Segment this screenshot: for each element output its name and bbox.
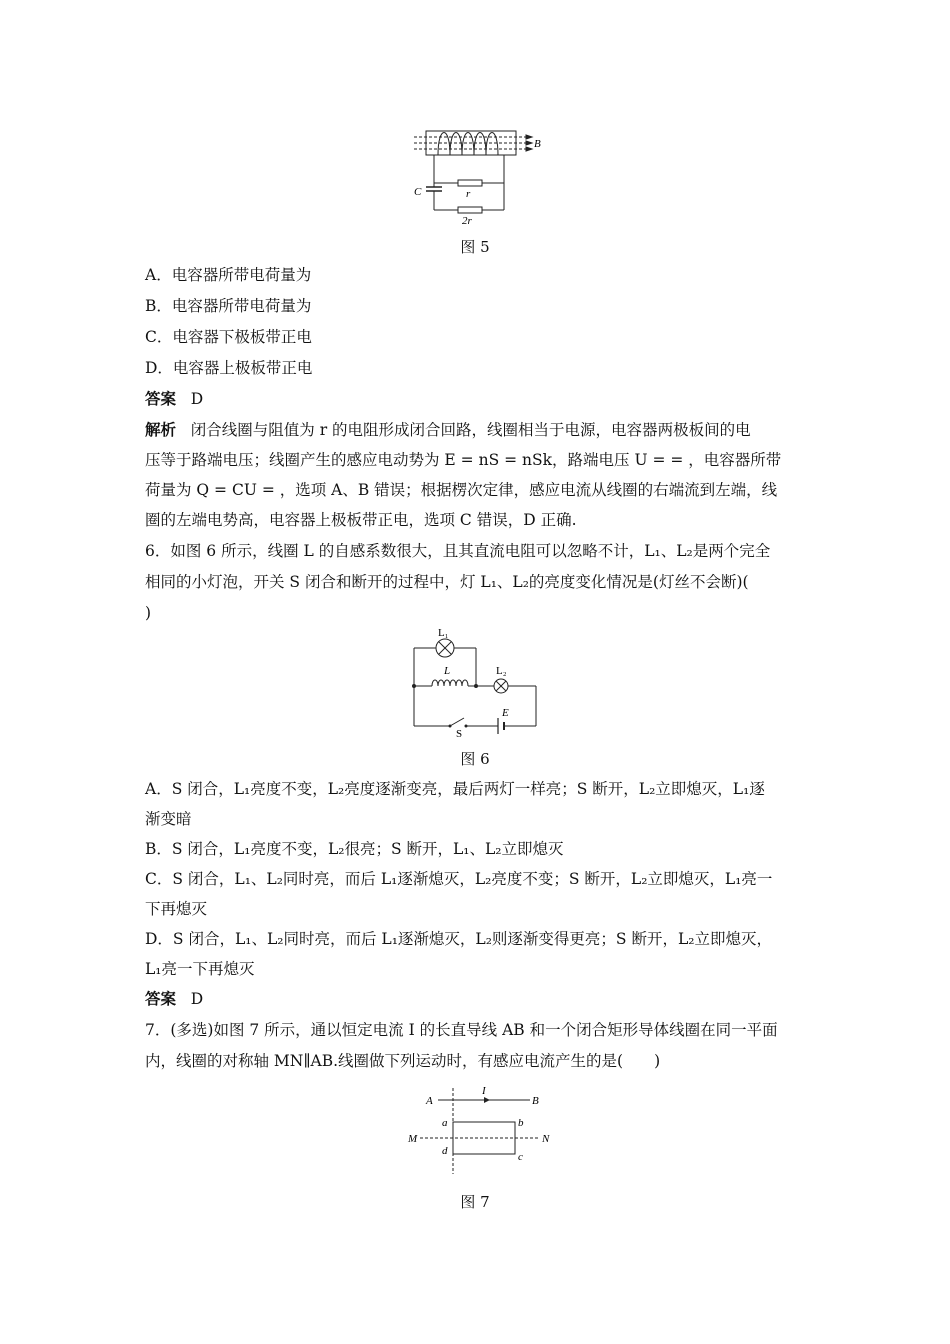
- figure-5-diagram: [408, 125, 548, 225]
- label-l2: L₂: [496, 665, 507, 677]
- answer-value: D: [190, 390, 204, 408]
- q6-stem-line-1: 6．如图 6 所示，线圈 L 的自感系数很大，且其直流电阻可以忽略不计，L₁、L₂是两个完全: [145, 542, 771, 560]
- label-l: L: [444, 665, 451, 677]
- battery-e: [498, 718, 504, 734]
- current-arrow: [484, 1097, 490, 1103]
- label-l1: L₁: [438, 627, 449, 639]
- label-b-upper: B: [532, 1095, 539, 1107]
- q5-analysis-line-4: 圈的左端电势高，电容器上极板带正电，选项 C 错误，D 正确.: [145, 511, 577, 529]
- label-i: I: [482, 1085, 486, 1097]
- label-a-upper: A: [426, 1095, 433, 1107]
- lamp-l1: [436, 639, 454, 657]
- resistor-2r: [458, 207, 482, 213]
- q7-stem-line-2: 内，线圈的对称轴 MN∥AB.线圈做下列运动时，有感应电流产生的是( ): [145, 1052, 661, 1070]
- label-e: E: [502, 707, 509, 719]
- label-r: r: [466, 188, 471, 200]
- q7-stem-line-1: 7．(多选)如图 7 所示，通以恒定电流 I 的长直导线 AB 和一个闭合矩形导体线圈在同一平面: [145, 1021, 778, 1039]
- q5-analysis-line-1: [145, 420, 810, 440]
- figure-7-caption: 图 7: [460, 1193, 490, 1211]
- figure-6-diagram: [404, 626, 544, 738]
- circuit-wires: [434, 155, 504, 210]
- q6-option-b: B．S 闭合，L₁亮度不变，L₂很亮；S 断开，L₁、L₂立即熄灭: [145, 840, 564, 858]
- label-n: N: [542, 1133, 550, 1145]
- answer-label: 答案: [145, 389, 177, 408]
- q6-answer: [145, 989, 810, 1009]
- label-2r: 2r: [462, 215, 472, 225]
- label-s: S: [456, 728, 463, 738]
- q5-option-b: B．电容器所带电荷量为: [145, 297, 312, 315]
- q6-option-a-line-2: 渐变暗: [145, 810, 192, 828]
- resistor-r: [458, 180, 482, 186]
- label-c: C: [414, 186, 422, 198]
- q6-stem-line-3: ): [145, 604, 152, 622]
- figure-7-diagram: [404, 1082, 554, 1178]
- q5-option-c: C．电容器下极板带正电: [145, 328, 312, 346]
- label-b: b: [518, 1117, 524, 1129]
- q5-option-d: D．电容器上极板带正电: [145, 359, 313, 377]
- label-d: d: [442, 1145, 448, 1157]
- q6-option-a-line-1: A．S 闭合，L₁亮度不变，L₂亮度逐渐变亮，最后两灯一样亮；S 断开，L₂立即熄灭，L₁逐: [145, 780, 765, 798]
- switch-s: [450, 718, 464, 726]
- q6-option-d-line-2: L₁亮一下再熄灭: [145, 960, 255, 978]
- field-lines: [414, 137, 526, 149]
- q5-analysis-line-2: 压等于路端电压；线圈产生的感应电动势为 E = nS = nSk，路端电压 U = = ，电容器所带: [145, 451, 782, 469]
- q6-option-c-line-1: C．S 闭合，L₁、L₂同时亮，而后 L₁逐渐熄灭，L₂亮度不变；S 断开，L₂立即熄灭，L₁亮一: [145, 870, 773, 888]
- q6-option-d-line-1: D．S 闭合，L₁、L₂同时亮，而后 L₁逐渐熄灭，L₂则逐渐变得更亮；S 断开，L₂立即熄灭，: [145, 930, 772, 948]
- figure-6-caption: 图 6: [460, 750, 490, 768]
- q5-option-a: A．电容器所带电荷量为: [145, 266, 312, 284]
- label-m: M: [408, 1133, 418, 1145]
- label-a: a: [442, 1117, 448, 1129]
- inductor-l: [432, 680, 468, 686]
- figure-5-caption: 图 5: [460, 238, 490, 256]
- label-c: c: [518, 1151, 523, 1163]
- analysis-text: 闭合线圈与阻值为 r 的电阻形成闭合回路，线圈相当于电源，电容器两极板间的电: [190, 421, 751, 439]
- field-arrows: [526, 135, 532, 151]
- analysis-label: 解析: [145, 420, 177, 439]
- answer-value: D: [190, 990, 204, 1008]
- q6-stem-line-2: 相同的小灯泡，开关 S 闭合和断开的过程中，灯 L₁、L₂的亮度变化情况是(灯丝不会断)(: [145, 573, 749, 591]
- q6-option-c-line-2: 下再熄灭: [145, 900, 208, 918]
- label-b: B: [534, 138, 541, 150]
- lamp-l2: [494, 679, 508, 693]
- q5-answer: [145, 389, 810, 409]
- coil-windings: [438, 133, 498, 156]
- junction-dots: [412, 684, 478, 728]
- capacitor: [426, 187, 442, 191]
- q5-analysis-line-3: 荷量为 Q = CU = ，选项 A、B 错误；根据楞次定律，感应电流从线圈的右端流到左端，线: [145, 481, 778, 499]
- answer-label: 答案: [145, 989, 177, 1008]
